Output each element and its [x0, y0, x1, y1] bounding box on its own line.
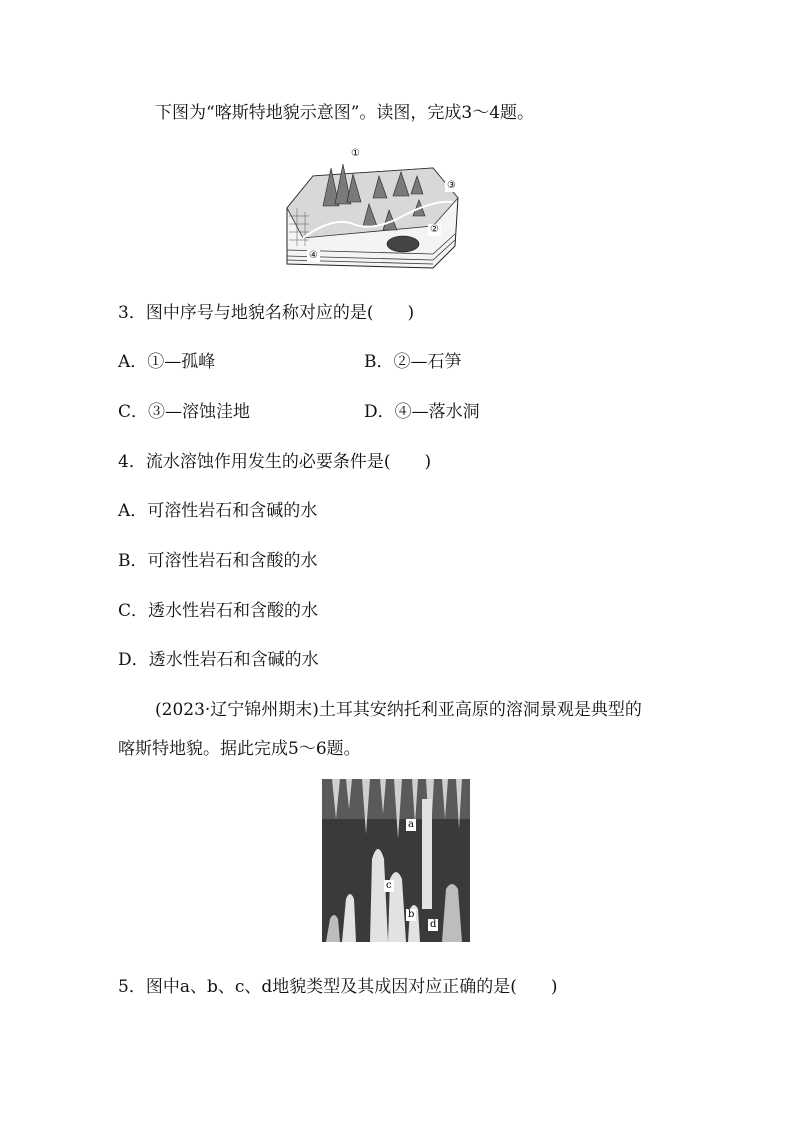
- q3-option-a: A．①—孤峰: [118, 352, 216, 372]
- figure1-label-4: ④: [309, 250, 318, 261]
- q4-option-b: B．可溶性岩石和含酸的水: [118, 551, 318, 571]
- figure1-label-2: ②: [430, 224, 439, 235]
- q5-stem: 5．图中a、b、c、d地貌类型及其成因对应正确的是( ): [118, 977, 558, 997]
- cave-photo-figure: [322, 779, 470, 942]
- cave-photo-image: [322, 779, 470, 942]
- figure1-label-1: ①: [351, 148, 360, 159]
- q4-option-a: A．可溶性岩石和含碱的水: [118, 501, 318, 521]
- karst-diagram-figure: [283, 146, 460, 269]
- q4-option-c: C．透水性岩石和含酸的水: [118, 601, 319, 621]
- figure2-label-a: a: [408, 819, 414, 830]
- figure2-label-c: c: [386, 880, 392, 891]
- intro-text-2-line2: 喀斯特地貌。据此完成5～6题。: [118, 739, 361, 759]
- figure2-label-d: d: [430, 919, 437, 930]
- intro-text-2-line1: (2023·辽宁锦州期末)土耳其安纳托利亚高原的溶洞景观是典型的: [155, 700, 642, 720]
- q4-stem: 4．流水溶蚀作用发生的必要条件是( ): [118, 452, 432, 472]
- q3-option-c: C．③—溶蚀洼地: [118, 402, 251, 422]
- figure2-label-b: b: [408, 909, 415, 920]
- q3-option-b: B．②—石笋: [364, 352, 462, 372]
- intro-text-1: 下图为“喀斯特地貌示意图”。读图，完成3～4题。: [155, 103, 535, 123]
- q4-option-d: D．透水性岩石和含碱的水: [118, 650, 319, 670]
- q3-option-d: D．④—落水洞: [364, 402, 480, 422]
- figure1-label-3: ③: [447, 180, 456, 191]
- q3-stem: 3．图中序号与地貌名称对应的是( ): [118, 303, 415, 323]
